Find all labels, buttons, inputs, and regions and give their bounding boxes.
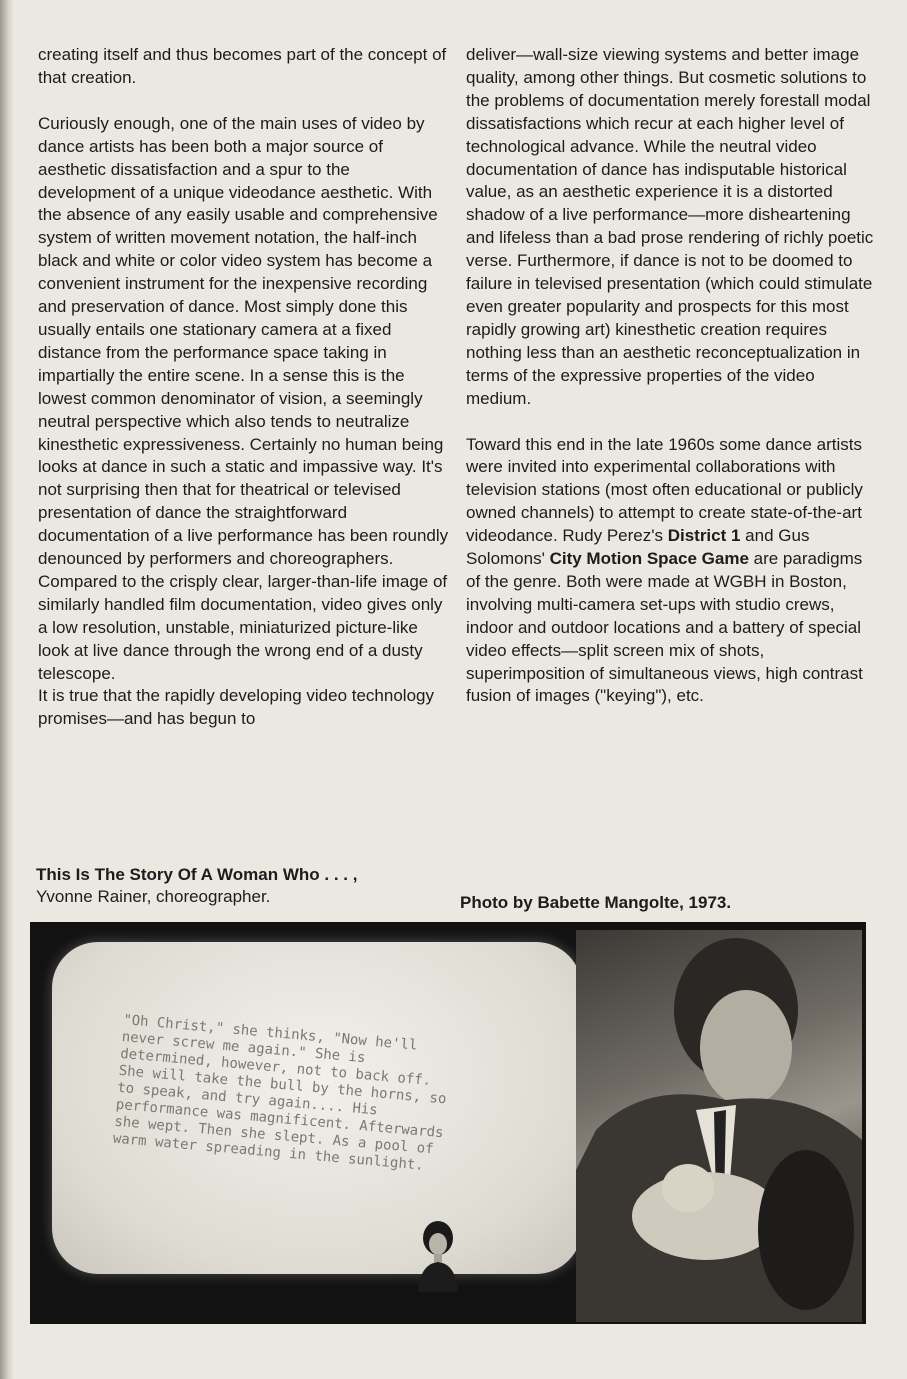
right-column <box>466 44 876 731</box>
caption-title: This Is The Story Of A Woman Who . . . , <box>36 865 358 884</box>
right-paragraph-2 <box>466 434 876 709</box>
work-title-city-motion-space-game: City Motion Space Game <box>549 549 749 569</box>
caption-choreographer: Yvonne Rainer, choreographer. <box>36 887 271 906</box>
left-paragraph-1: creating itself and thus becomes part of the concept of that creation. <box>38 45 447 87</box>
performance-photo <box>30 922 866 1324</box>
work-title-district-1: District 1 <box>667 526 741 546</box>
performer-silhouette <box>414 1218 462 1292</box>
projected-text: "Oh Christ," she thinks, "Now he'll never screw me again." She is determined, however, not to back off. She will take the bull by the horns, so to speak, and try again.... His performance was magnificent. Afterwards she wept. Then she slept. As a pool of warm water spreading in the sunlight. <box>112 1012 448 1174</box>
left-paragraph-2: Curiously enough, one of the main uses of video by dance artists has been both a major source of aesthetic dissatisfaction and a spur to the development of a unique videodance aesthetic. With the absence of any easily usable and comprehensive system of written movement notation, the half-inch black and white or color video system has become a convenient instrument for the inexpensive recording and preservation of dance. Most simply done this usually entails one stationary camera at a fixed distance from the performance space taking in impartially the entire scene. In a sense this is the lowest common denominator of vision, a seemingly neutral perspective which also tends to neutralize kinesthetic expressiveness. Certainly no human being looks at dance in such a static and impassive way. It's not surprising then that for theatrical or televised presentation of dance the straightforward documentation of a live performance has been roundly denounced by performers and choreographers. Compared to the crisply clear, larger-than-life image of similarly handled film documentation, video gives only a low resolution, unstable, miniaturized picture-like look at live dance through the wrong end of a dusty telescope. <box>38 113 449 683</box>
caption-right: Photo by Babette Mangolte, 1973. <box>460 893 732 912</box>
film-still <box>576 930 862 1322</box>
right-paragraph-2-text-c: are paradigms of the genre. Both were made at WGBH in Boston, involving multi-camera set-ups with studio crews, indoor and outdoor locations and a battery of special video effects—split screen mix of shots, superimposition of simultaneous views, high contrast fusion of images ("keying"), etc. <box>466 549 863 706</box>
right-paragraph-2-text-b: and Gus Solomons' <box>466 526 810 569</box>
left-column <box>38 44 450 754</box>
caption-left <box>36 864 456 908</box>
right-paragraph-2-text-a: Toward this end in the late 1960s some dance artists were invited into experimental collaborations with television stations (most often educational or publicly owned channels) to attempt to create state-of-the-art videodance. Rudy Perez's <box>466 434 863 546</box>
projection-screen <box>52 942 582 1274</box>
right-paragraph-1: deliver—wall-size viewing systems and better image quality, among other things. But cosmetic solutions to the problems of documentation merely forestall modal dissatisfactions which recur at each higher level of technological advance. While the neutral video documentation of dance has indisputable historical value, as an aesthetic experience it is a distorted shadow of a live performance—more disheartening and lifeless than a bad prose rendering of richly poetic verse. Furthermore, if dance is not to be doomed to failure in televised presentation (which could stimulate even greater popularity and prospects for this most rapidly growing art) kinesthetic creation requires nothing less than an aesthetic reconceptualization in terms of the expressive properties of the video medium. <box>466 45 874 408</box>
page-edge <box>0 0 14 1379</box>
film-still-figures <box>576 930 862 1322</box>
left-paragraph-3: It is true that the rapidly developing video technology promises—and has begun to <box>38 686 434 729</box>
